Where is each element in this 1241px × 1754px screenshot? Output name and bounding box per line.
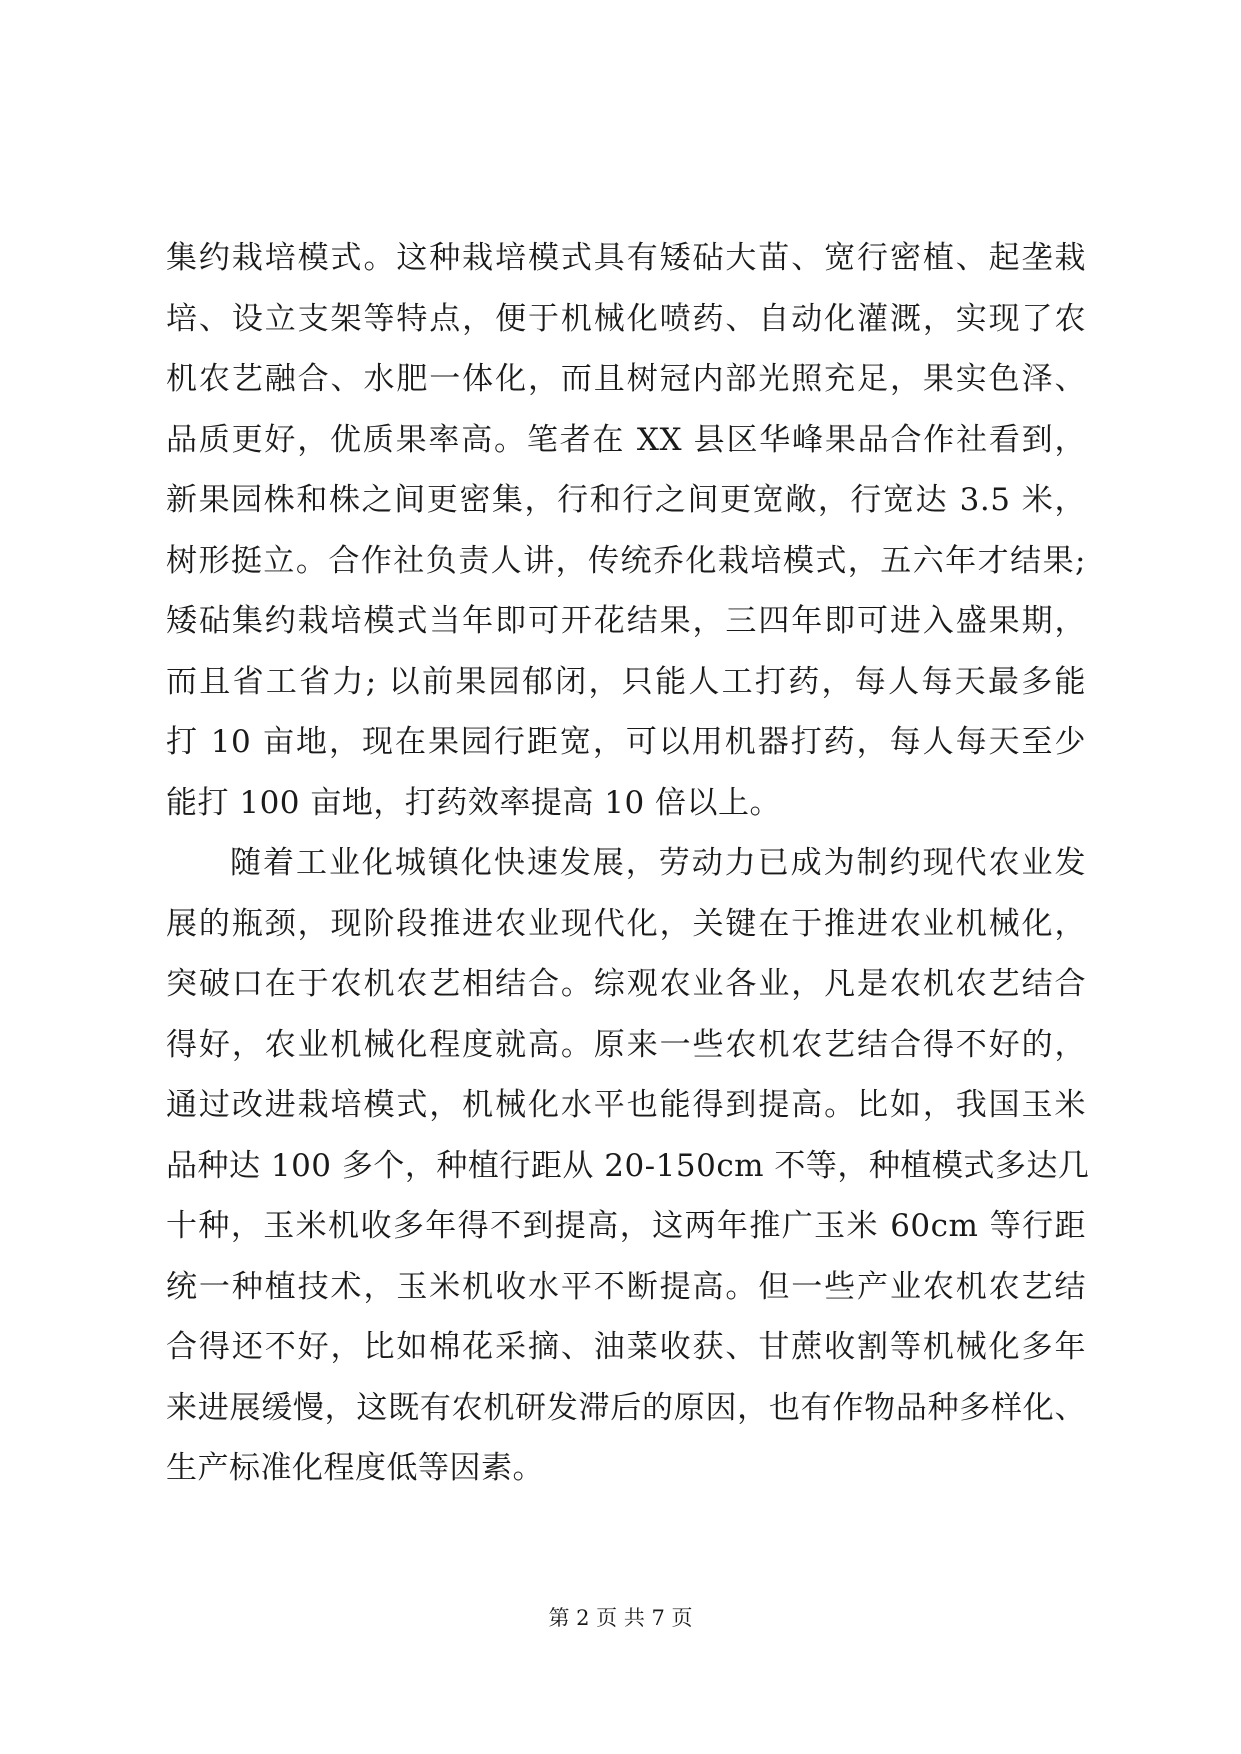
text-line: 生产标准化程度低等因素。 (166, 1450, 544, 1486)
paragraph-2 (166, 833, 1090, 1499)
text-line: 得好，农业机械化程度就高。原来一些农机农艺结合得不好的， (166, 1026, 1086, 1063)
paragraph-1 (166, 228, 1086, 833)
text-line: 突破口在于农机农艺相结合。综观农业各业，凡是农机农艺结合 (166, 966, 1086, 1002)
text-line: 培、设立支架等特点，便于机械化喷药、自动化灌溉，实现了农 (166, 300, 1086, 337)
text-line: 新果园株和株之间更密集，行和行之间更宽敞，行宽达 3.5 米， (166, 482, 1086, 518)
text-line: 十种，玉米机收多年得不到提高，这两年推广玉米 60cm 等行距 (166, 1208, 1086, 1244)
text-line: 通过改进栽培模式，机械化水平也能得到提高。比如，我国玉米 (166, 1087, 1086, 1123)
text-line: 统一种植技术，玉米机收水平不断提高。但一些产业农机农艺结 (166, 1268, 1086, 1305)
text-line: 品质更好，优质果率高。笔者在 XX 县区华峰果品合作社看到， (166, 421, 1086, 458)
text-line: 随着工业化城镇化快速发展，劳动力已成为制约现代农业发 (230, 845, 1086, 881)
text-line: 能打 100 亩地，打药效率提高 10 倍以上。 (166, 784, 782, 821)
page-number-footer: 第 2 页 共 7 页 (548, 1606, 693, 1630)
text-line: 打 10 亩地，现在果园行距宽，可以用机器打药，每人每天至少 (166, 724, 1086, 760)
text-line: 合得还不好，比如棉花采摘、油菜收获、甘蔗收割等机械化多年 (166, 1329, 1086, 1365)
text-line: 树形挺立。合作社负责人讲，传统乔化栽培模式，五六年才结果; (166, 542, 1086, 579)
document-body (166, 228, 1090, 1499)
text-line: 集约栽培模式。这种栽培模式具有矮砧大苗、宽行密植、起垄栽 (166, 240, 1086, 276)
text-line: 而且省工省力; 以前果园郁闭，只能人工打药，每人每天最多能 (166, 663, 1086, 700)
text-line: 机农艺融合、水肥一体化，而且树冠内部光照充足，果实色泽、 (166, 361, 1086, 397)
text-line: 展的瓶颈，现阶段推进农业现代化，关键在于推进农业机械化， (166, 905, 1086, 942)
text-line: 品种达 100 多个，种植行距从 20-150cm 不等，种植模式多达几 (166, 1147, 1090, 1184)
text-line: 矮砧集约栽培模式当年即可开花结果，三四年即可进入盛果期， (166, 603, 1086, 639)
text-line: 来进展缓慢，这既有农机研发滞后的原因，也有作物品种多样化、 (166, 1389, 1086, 1426)
